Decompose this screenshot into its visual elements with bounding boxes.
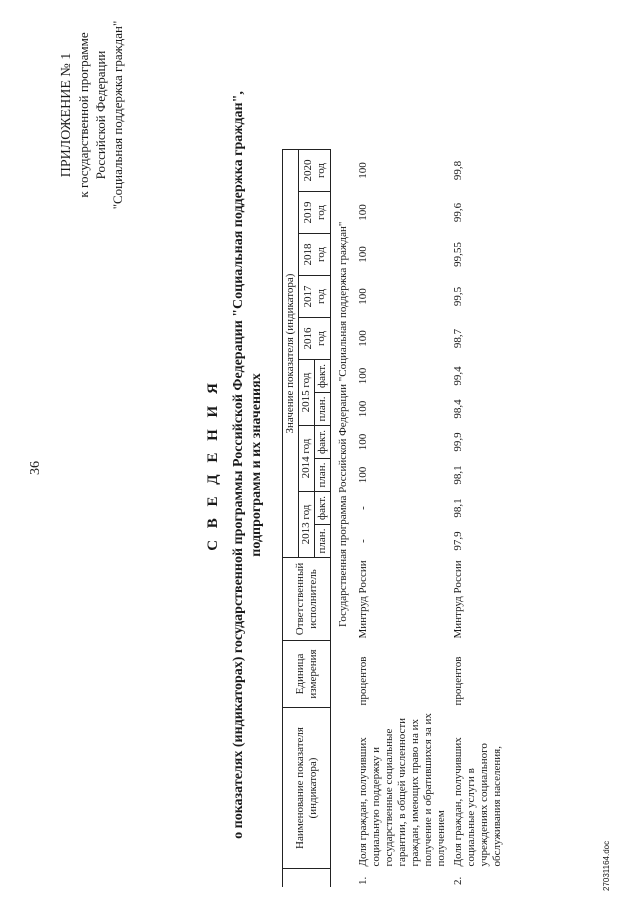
heading-word: С В Е Д Е Н И Я <box>205 379 221 551</box>
header-unit: Единица измерения <box>283 641 331 708</box>
header-year: 2015 год <box>299 360 315 426</box>
header-responsible: Ответственный исполнитель <box>283 558 331 641</box>
row-value: 100 <box>357 400 369 418</box>
row-value: 100 <box>357 288 369 305</box>
row-unit: процентов <box>452 656 464 706</box>
header-year: 2018 год <box>299 234 331 276</box>
table-header-row <box>283 150 299 888</box>
row-value: 100 <box>357 330 369 347</box>
row-value: 98,4 <box>452 399 464 419</box>
row-value: 100 <box>357 367 369 385</box>
header-year: 2016 год <box>299 318 331 360</box>
appendix-line-2: Российской Федерации <box>93 50 108 180</box>
row-unit: процентов <box>357 656 369 706</box>
section-row <box>331 150 355 888</box>
appendix-line-3: "Социальная поддержка граждан" <box>110 20 125 210</box>
document-heading <box>205 85 266 845</box>
row-number: 2. <box>452 876 464 885</box>
row-value: 99,8 <box>452 160 464 181</box>
header-fact: факт. <box>315 360 331 393</box>
document-id: 27031164.doc <box>602 840 611 891</box>
row-value: 98,7 <box>452 328 464 349</box>
row-value: 98,1 <box>452 465 464 485</box>
header-num-cell <box>283 869 331 888</box>
appendix-block <box>58 15 126 215</box>
header-plan: план. <box>315 459 331 492</box>
heading-line-2: подпрограмм и их значениях <box>249 373 264 557</box>
row-value: 100 <box>357 466 369 484</box>
row-value: 99,4 <box>452 366 464 386</box>
header-plan: план. <box>315 525 331 558</box>
indicators-table <box>282 149 505 887</box>
header-year: 2014 год <box>299 426 315 492</box>
header-fact: факт. <box>315 492 331 525</box>
row-name: Доля граждан, получивших социальные услуги в учреждениях социального обслуживания населения, <box>452 737 503 867</box>
appendix-title: ПРИЛОЖЕНИЕ № 1 <box>59 52 74 178</box>
row-value: 99,55 <box>452 242 464 267</box>
header-fact: факт. <box>315 426 331 459</box>
row-value: 100 <box>357 204 369 221</box>
section-title: Государственная программа Российской Федерации "Социальная поддержка граждан" <box>337 221 349 627</box>
header-values: Значение показателя (индикатора) <box>283 150 299 558</box>
row-name: Доля граждан, получивших социальную поддержку и государственные социальные гарантии, в общей численности граждан, имеющих право на их получение и обратившихся за их получением <box>357 713 447 867</box>
header-year: 2013 год <box>299 492 315 558</box>
row-value: 100 <box>357 162 369 179</box>
page-number: 36 <box>28 461 43 475</box>
header-year: 2019 год <box>299 192 331 234</box>
row-value: 98,1 <box>452 498 464 518</box>
row-value: - <box>357 506 369 510</box>
header-year: 2017 год <box>299 276 331 318</box>
row-value: - <box>357 539 369 543</box>
row-value: 97,9 <box>452 531 464 551</box>
row-number: 1. <box>357 876 369 885</box>
header-plan: план. <box>315 393 331 426</box>
heading-line-1: о показателях (индикаторах) государственной программы Российской Федерации "Социальная поддержка граждан", <box>231 91 246 839</box>
row-responsible: Минтруд России <box>452 560 464 639</box>
row-value: 99,6 <box>452 202 464 223</box>
table-row <box>354 150 449 888</box>
row-value: 100 <box>357 433 369 451</box>
row-value: 100 <box>357 246 369 263</box>
header-name: Наименование показателя (индикатора) <box>283 708 331 869</box>
table-row <box>449 150 505 888</box>
row-responsible: Минтруд России <box>357 560 369 639</box>
header-year: 2020 год <box>299 150 331 192</box>
appendix-line-1: к государственной программе <box>76 32 91 198</box>
row-value: 99,9 <box>452 432 464 452</box>
row-value: 99,5 <box>452 286 464 307</box>
